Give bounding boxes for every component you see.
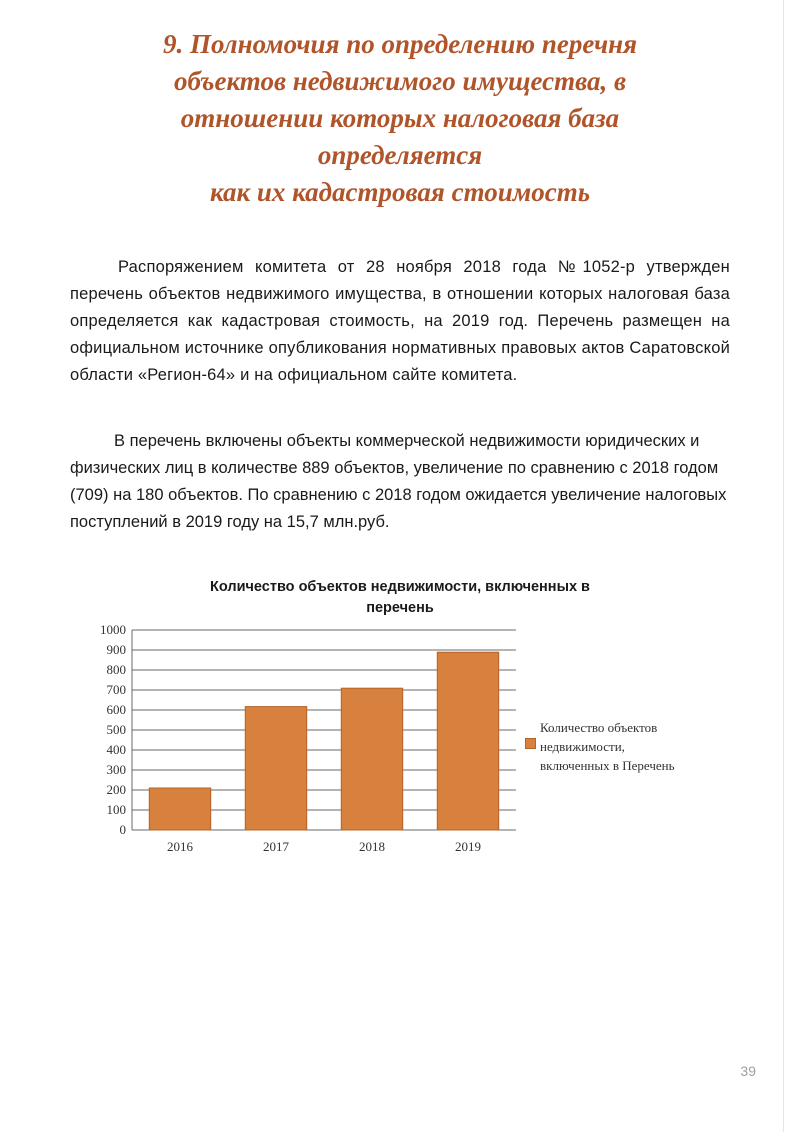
title-line: как их кадастровая стоимость (209, 177, 591, 207)
bar-2019 (437, 652, 498, 830)
paragraph-order: Распоряжением комитета от 28 ноября 2018 года №1052-р утвержден перечень объектов недвижимого имущества, в отношении которых налоговая база определяется как кадастровая стоимость, на 2019 год. Перечень размещен на официальном источнике опубликования нормативных правовых актов Саратовской области «Регион-64» и на официальном сайте комитета. (70, 258, 730, 384)
legend-label (540, 718, 740, 775)
x-tick-label: 2018 (359, 839, 385, 854)
y-tick-label: 600 (106, 702, 126, 717)
bar-2017 (245, 707, 306, 830)
page-edge (783, 0, 784, 1132)
x-tick-label: 2019 (455, 839, 481, 854)
legend-label-line: недвижимости, (540, 739, 625, 754)
page-number: 39 (740, 1063, 756, 1079)
legend-label-line: включенных в Перечень (540, 758, 675, 773)
bar-2016 (149, 788, 210, 830)
bar-chart (80, 615, 530, 860)
title-line: 9. Полномочия по определению перечня (162, 29, 638, 59)
chart-title (130, 577, 670, 619)
paragraph-objects: В перечень включены объекты коммерческой недвижимости юридических и физических лиц в количестве 889 объектов, увеличение по сравнению с 2018 годом (709) на 180 объектов. По сравнению с 2018 годом ожидается увеличение налоговых поступлений в 2019 году на 15,7 млн.руб. (70, 432, 727, 531)
y-tick-label: 200 (106, 782, 126, 797)
chart-title-line: Количество объектов недвижимости, включенных в (210, 579, 590, 595)
y-tick-label: 700 (106, 682, 126, 697)
y-tick-label: 300 (106, 762, 126, 777)
bar-2018 (341, 688, 402, 830)
y-tick-label: 400 (106, 742, 126, 757)
chart-title-line: перечень (366, 600, 434, 616)
title-line: объектов недвижимого имущества, в (173, 66, 627, 96)
y-tick-label: 100 (106, 802, 126, 817)
page-title (70, 26, 730, 211)
title-line: определяется (317, 140, 483, 170)
y-tick-label: 900 (106, 642, 126, 657)
y-tick-label: 0 (119, 822, 126, 837)
y-tick-label: 1000 (100, 622, 126, 637)
legend-label-line: Количество объектов (540, 720, 658, 735)
title-line: отношении которых налоговая база (180, 103, 620, 133)
legend-swatch (525, 738, 536, 749)
x-tick-label: 2017 (263, 839, 289, 854)
y-tick-label: 500 (106, 722, 126, 737)
x-tick-label: 2016 (167, 839, 193, 854)
y-tick-label: 800 (106, 662, 126, 677)
